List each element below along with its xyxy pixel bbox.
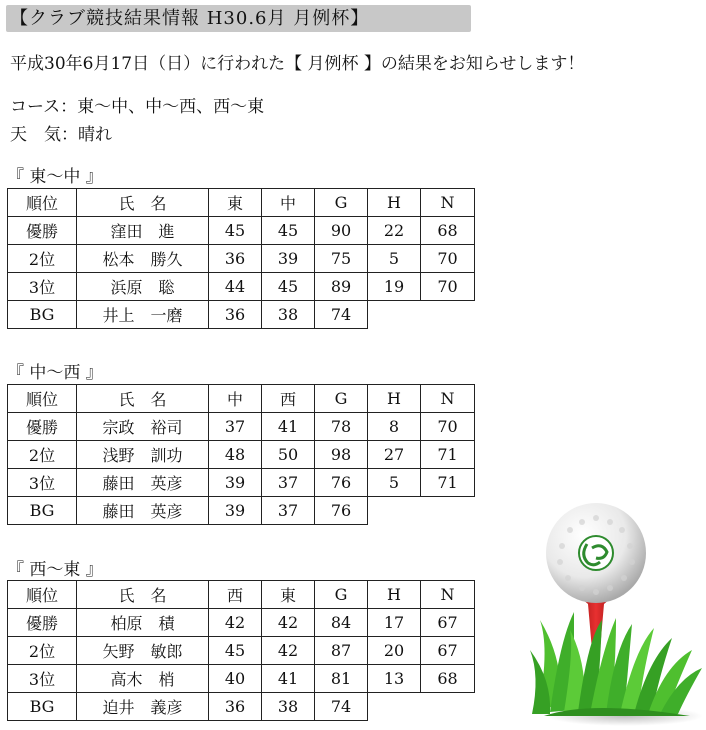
handicap-cell: 5 [368, 245, 421, 273]
score-cell: 42 [262, 609, 315, 637]
table-row-bg [8, 497, 475, 525]
table-header-row [8, 385, 475, 413]
weather-info: 天 気：晴れ [10, 125, 112, 145]
gross-cell: 98 [315, 441, 368, 469]
header-cell: 中 [209, 385, 262, 413]
table-row [8, 441, 475, 469]
handicap-cell: 5 [368, 469, 421, 497]
rank-cell: 優勝 [8, 413, 77, 441]
section-title-east-middle: 『 東～中 』 [7, 167, 103, 187]
score-cell: 39 [262, 245, 315, 273]
rank-cell: 3位 [8, 469, 77, 497]
rank-cell: 2位 [8, 441, 77, 469]
rank-cell: BG [8, 693, 77, 721]
header-cell: 氏 名 [77, 189, 209, 217]
header-cell: 氏 名 [77, 385, 209, 413]
table-row-bg [8, 301, 475, 329]
header-cell: N [421, 189, 475, 217]
empty-cell [368, 497, 421, 525]
gross-cell: 84 [315, 609, 368, 637]
rank-cell: 2位 [8, 245, 77, 273]
header-cell: 東 [209, 189, 262, 217]
table-row [8, 665, 475, 693]
name-cell: 宗政 裕司 [77, 413, 209, 441]
header-cell: G [315, 581, 368, 609]
name-cell: 矢野 敏郎 [77, 637, 209, 665]
empty-cell [421, 497, 475, 525]
header-cell: N [421, 385, 475, 413]
page-header: 【クラブ競技結果情報 H30.6月 月例杯】 [6, 5, 471, 32]
rank-cell: BG [8, 301, 77, 329]
gross-cell: 90 [315, 217, 368, 245]
table-header-row [8, 189, 475, 217]
name-cell: 迫井 義彦 [77, 693, 209, 721]
net-cell: 68 [421, 665, 475, 693]
score-cell: 42 [209, 609, 262, 637]
score-cell: 42 [262, 637, 315, 665]
name-cell: 藤田 英彦 [77, 469, 209, 497]
gross-cell: 81 [315, 665, 368, 693]
gross-cell: 75 [315, 245, 368, 273]
golf-ball-on-tee-image [530, 500, 706, 730]
handicap-cell: 13 [368, 665, 421, 693]
score-cell: 48 [209, 441, 262, 469]
empty-cell [368, 693, 421, 721]
course-info: コース：東～中、中～西、西～東 [10, 97, 265, 117]
handicap-cell: 19 [368, 273, 421, 301]
gross-cell: 78 [315, 413, 368, 441]
gross-cell: 76 [315, 469, 368, 497]
score-cell: 40 [209, 665, 262, 693]
score-cell: 41 [262, 665, 315, 693]
score-cell: 41 [262, 413, 315, 441]
name-cell: 藤田 英彦 [77, 497, 209, 525]
name-cell: 浜原 聡 [77, 273, 209, 301]
section-title-middle-west: 『 中～西 』 [7, 363, 103, 383]
score-cell: 39 [209, 469, 262, 497]
empty-cell [368, 301, 421, 329]
empty-cell [421, 301, 475, 329]
score-cell: 36 [209, 245, 262, 273]
score-cell: 45 [262, 273, 315, 301]
net-cell: 71 [421, 441, 475, 469]
header-cell: 西 [262, 385, 315, 413]
handicap-cell: 8 [368, 413, 421, 441]
table-row [8, 245, 475, 273]
header-cell: 順位 [8, 581, 77, 609]
score-cell: 39 [209, 497, 262, 525]
name-cell: 高木 梢 [77, 665, 209, 693]
net-cell: 68 [421, 217, 475, 245]
table-row [8, 637, 475, 665]
rank-cell: 2位 [8, 637, 77, 665]
score-cell: 38 [262, 301, 315, 329]
header-cell: 順位 [8, 385, 77, 413]
table-row-bg [8, 693, 475, 721]
table-row [8, 217, 475, 245]
header-cell: 東 [262, 581, 315, 609]
score-cell: 45 [209, 217, 262, 245]
net-cell: 67 [421, 637, 475, 665]
section-title-west-east: 『 西～東 』 [7, 560, 103, 580]
rank-cell: 3位 [8, 665, 77, 693]
rank-cell: 3位 [8, 273, 77, 301]
name-cell: 浅野 訓功 [77, 441, 209, 469]
score-cell: 37 [262, 497, 315, 525]
handicap-cell: 22 [368, 217, 421, 245]
header-cell: H [368, 581, 421, 609]
table-row [8, 469, 475, 497]
score-cell: 36 [209, 693, 262, 721]
score-cell: 45 [262, 217, 315, 245]
table-header-row [8, 581, 475, 609]
rank-cell: 優勝 [8, 609, 77, 637]
header-cell: 西 [209, 581, 262, 609]
header-cell: H [368, 385, 421, 413]
handicap-cell: 17 [368, 609, 421, 637]
header-cell: H [368, 189, 421, 217]
handicap-cell: 27 [368, 441, 421, 469]
score-cell: 37 [262, 469, 315, 497]
header-cell: 中 [262, 189, 315, 217]
empty-cell [421, 693, 475, 721]
results-table-middle-west [7, 384, 475, 525]
results-table-east-middle [7, 188, 475, 329]
header-cell: 順位 [8, 189, 77, 217]
gross-cell: 87 [315, 637, 368, 665]
score-cell: 45 [209, 637, 262, 665]
rank-cell: BG [8, 497, 77, 525]
rank-cell: 優勝 [8, 217, 77, 245]
intro-text: 平成30年6月17日（日）に行われた【 月例杯 】の結果をお知らせします！ [10, 54, 585, 74]
net-cell: 70 [421, 413, 475, 441]
score-cell: 36 [209, 301, 262, 329]
grass [530, 612, 702, 716]
net-cell: 71 [421, 469, 475, 497]
gross-cell: 89 [315, 273, 368, 301]
name-cell: 松本 勝久 [77, 245, 209, 273]
header-cell: 氏 名 [77, 581, 209, 609]
gross-cell: 74 [315, 693, 368, 721]
results-table-west-east [7, 580, 475, 721]
handicap-cell: 20 [368, 637, 421, 665]
net-cell: 70 [421, 273, 475, 301]
score-cell: 38 [262, 693, 315, 721]
header-cell: N [421, 581, 475, 609]
table-row [8, 413, 475, 441]
name-cell: 窪田 進 [77, 217, 209, 245]
table-row [8, 273, 475, 301]
header-cell: G [315, 189, 368, 217]
net-cell: 70 [421, 245, 475, 273]
gross-cell: 76 [315, 497, 368, 525]
name-cell: 井上 一磨 [77, 301, 209, 329]
header-cell: G [315, 385, 368, 413]
score-cell: 50 [262, 441, 315, 469]
table-row [8, 609, 475, 637]
score-cell: 37 [209, 413, 262, 441]
net-cell: 67 [421, 609, 475, 637]
gross-cell: 74 [315, 301, 368, 329]
name-cell: 柏原 積 [77, 609, 209, 637]
score-cell: 44 [209, 273, 262, 301]
